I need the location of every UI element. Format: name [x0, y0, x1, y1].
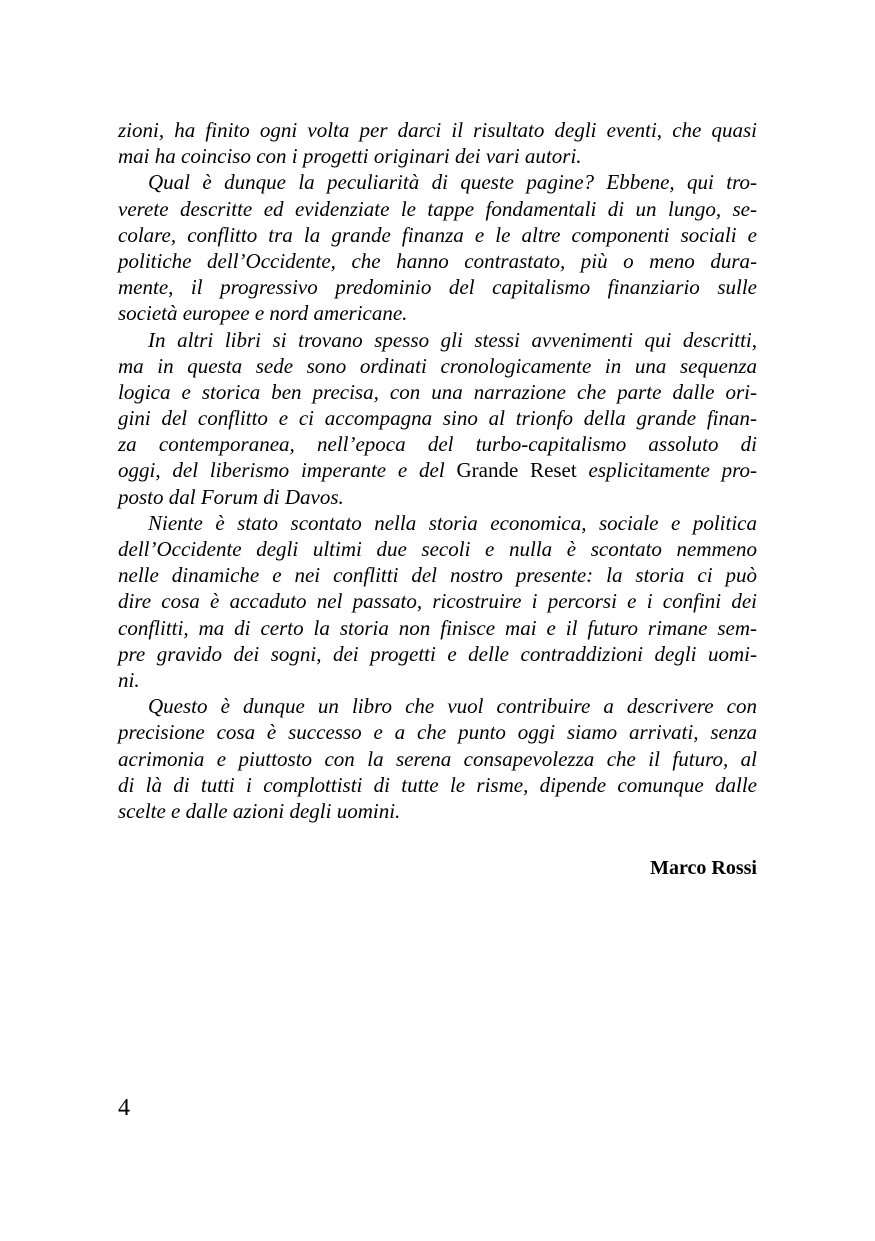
paragraph-1 — [118, 117, 757, 169]
paragraph-5 — [118, 693, 757, 824]
text-line: pre gravido dei sogni, dei progetti e delle contraddizioni degli uomi- — [118, 641, 757, 666]
text-line: logica e storica ben precisa, con una narrazione che parte dalle ori- — [118, 379, 757, 404]
text-line: nelle dinamiche e nei conflitti del nostro presente: la storia ci può — [118, 563, 757, 588]
text-line: verete descritte ed evidenziate le tappe fondamentali di un lungo, se- — [118, 196, 757, 221]
text-line: conflitti, ma di certo la storia non finisce mai e il futuro rimane sem- — [118, 615, 757, 640]
text-line: dell’Occidente degli ultimi due secoli e nulla è scontato nemmeno — [118, 537, 757, 561]
text-line: mente, il progressivo predominio del capitalismo finanziario sulle — [118, 275, 757, 300]
page-number: 4 — [118, 1095, 130, 1121]
author-signature: Marco Rossi — [650, 857, 757, 879]
text-line: posto dal Forum di Davos. — [118, 484, 344, 509]
text-run-roman: Grande Reset — [456, 458, 577, 483]
text-line: politiche dell’Occidente, che hanno contrastato, più o meno dura- — [118, 248, 757, 273]
text-line: Niente è stato scontato nella storia economica, sociale e politica — [148, 510, 757, 535]
paragraph-4 — [118, 510, 757, 693]
body-text — [118, 117, 757, 824]
text-line: colare, conflitto tra la grande finanza e le altre componenti sociali e — [118, 222, 757, 247]
paragraph-3 — [118, 327, 757, 510]
text-line: zioni, ha finito ogni volta per darci il risultato degli eventi, che quasi — [118, 118, 757, 142]
text-line: mai ha coinciso con i progetti originari dei vari autori. — [118, 144, 582, 169]
text-line: dire cosa è accaduto nel passato, ricostruire i percorsi e i confini dei — [118, 589, 757, 614]
text-line: Qual è dunque la peculiarità di queste pagine? Ebbene, qui tro- — [148, 170, 757, 195]
text-line: ma in questa sede sono ordinati cronologicamente in una sequenza — [118, 353, 757, 378]
text-line: società europee e nord americane. — [118, 301, 408, 326]
text-line: acrimonia e piuttosto con la serena consapevolezza che il futuro, al — [118, 746, 757, 771]
text-line: ni. — [118, 667, 140, 692]
text-line: gini del conflitto e ci accompagna sino al trionfo della grande finan- — [118, 406, 757, 431]
text-line: scelte e dalle azioni degli uomini. — [118, 798, 401, 823]
text-line-mixed — [118, 457, 757, 483]
text-line: di là di tutti i complottisti di tutte le risme, dipende comunque dalle — [118, 772, 757, 797]
text-run-italic: oggi, del liberismo imperante e del — [118, 458, 457, 483]
text-line: za contemporanea, nell’epoca del turbo-capitalismo assoluto di — [118, 432, 757, 457]
text-line: In altri libri si trovano spesso gli stessi avvenimenti qui descritti, — [148, 327, 757, 352]
text-line: Questo è dunque un libro che vuol contribuire a descrivere con — [148, 694, 757, 719]
text-run-italic: esplicitamente pro- — [576, 458, 757, 483]
text-line: precisione cosa è successo e a che punto oggi siamo arrivati, senza — [118, 720, 757, 745]
paragraph-2 — [118, 169, 757, 326]
